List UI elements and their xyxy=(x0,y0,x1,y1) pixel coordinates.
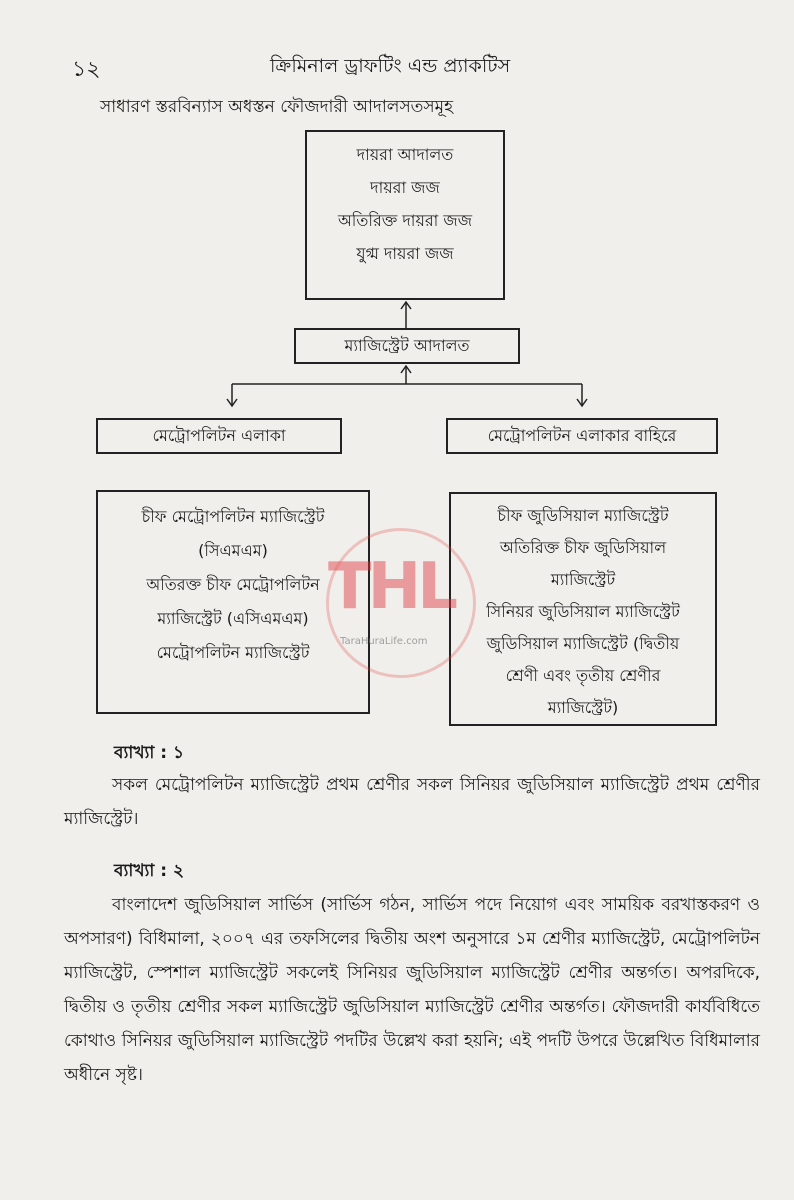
list-item: (সিএমএম) xyxy=(198,541,268,560)
list-item: ম্যাজিস্ট্রেট) xyxy=(547,698,619,717)
list-item: অতিরক্ত চীফ মেট্রোপলিটন xyxy=(146,575,320,594)
list-item: মেট্রোপলিটন ম্যাজিস্ট্রেট xyxy=(156,643,310,662)
sessions-court-box xyxy=(305,130,505,300)
outside-metropolitan-box xyxy=(446,418,718,454)
explanation-1-title: ব্যাখ্যা : ১ xyxy=(114,743,185,763)
watermark-logo xyxy=(308,528,498,678)
watermark-site: TaraHuraLife.com xyxy=(340,636,428,647)
watermark-logo-text: THL xyxy=(328,550,454,624)
explanation-2-title: ব্যাখ্যা : ২ xyxy=(114,861,185,881)
list-item: অতিরিক্ত চীফ জুডিসিয়াল xyxy=(499,538,667,557)
list-item: চীফ জুডিসিয়াল ম্যাজিস্ট্রেট xyxy=(497,506,669,525)
metropolitan-area-box xyxy=(96,418,342,454)
sessions-judge: দায়রা জজ xyxy=(370,178,440,197)
list-item: শ্রেণী এবং তৃতীয় শ্রেণীর xyxy=(505,666,661,685)
page-number: ১২ xyxy=(72,57,101,82)
explanation-1-text: সকল মেট্রোপলিটন ম্যাজিস্ট্রেট প্রথম শ্রেণীর সকল সিনিয়র জুডিসিয়াল ম্যাজিস্ট্রেট প্রথম শ্রেণীর ম্যাজিস্ট্রেট। xyxy=(64,775,760,829)
additional-sessions-judge: অতিরিক্ত দায়রা জজ xyxy=(337,211,473,230)
list-item: সিনিয়র জুডিসিয়াল ম্যাজিস্ট্রেট xyxy=(486,602,680,621)
list-item: চীফ মেট্রোপলিটন ম্যাজিস্ট্রেট xyxy=(141,507,325,526)
explanation-2-text: বাংলাদেশ জুডিসিয়াল সার্ভিস (সার্ভিস গঠন, সার্ভিস পদে নিয়োগ এবং সাময়িক বরখাস্তকরণ ও অপসারণ) বিধিমালা, ২০০৭ এর তফসিলের দ্বিতীয় অংশ অনুসারে ১ম শ্রেণীর ম্যাজিস্ট্রেট, মেট্রোপলিটন ম্যাজিস্ট্রেট, স্পেশাল ম্যাজিস্ট্রেট সকলেই সিনিয়র জুডিসিয়াল ম্যাজিস্ট্রেট শ্রেণীর অন্তর্গত। অপরদিকে, দ্বিতীয় ও তৃতীয় শ্রেণীর সকল ম্যাজিস্ট্রেট জুডিসিয়াল ম্যাজিস্ট্রেট শ্রেণীর অন্তর্গত। ফৌজদারী কার্যবিধিতে কোথাও সিনিয়র জুডিসিয়াল ম্যাজিস্ট্রেট পদটির উল্লেখ করা হয়নি; এই পদটি উপরে উল্লেখিত বিধিমালার অধীনে সৃষ্ট। xyxy=(64,895,760,1085)
metropolitan-area-label: মেট্রোপলিটন এলাকা xyxy=(152,426,286,445)
outside-metropolitan-label: মেট্রোপলিটন এলাকার বাহিরে xyxy=(487,426,677,445)
running-title: ক্রিমিনাল ড্রাফটিং এন্ড প্র্যাকটিস xyxy=(270,55,511,77)
list-item: ম্যাজিস্ট্রেট xyxy=(550,570,616,589)
list-item: ম্যাজিস্ট্রেট (এসিএমএম) xyxy=(157,609,309,628)
sessions-court-title: দায়রা আদালত xyxy=(356,145,454,164)
magistrate-court-label: ম্যাজিস্ট্রেট আদালত xyxy=(344,336,470,355)
list-item: জুডিসিয়াল ম্যাজিস্ট্রেট (দ্বিতীয় xyxy=(486,634,680,653)
magistrate-court-box xyxy=(294,328,520,364)
joint-sessions-judge: যুগ্ম দায়রা জজ xyxy=(356,244,454,263)
hierarchy-heading: সাধারণ স্তরবিন্যাস অধস্তন ফৌজদারী আদালসতসমূহ xyxy=(100,97,454,117)
